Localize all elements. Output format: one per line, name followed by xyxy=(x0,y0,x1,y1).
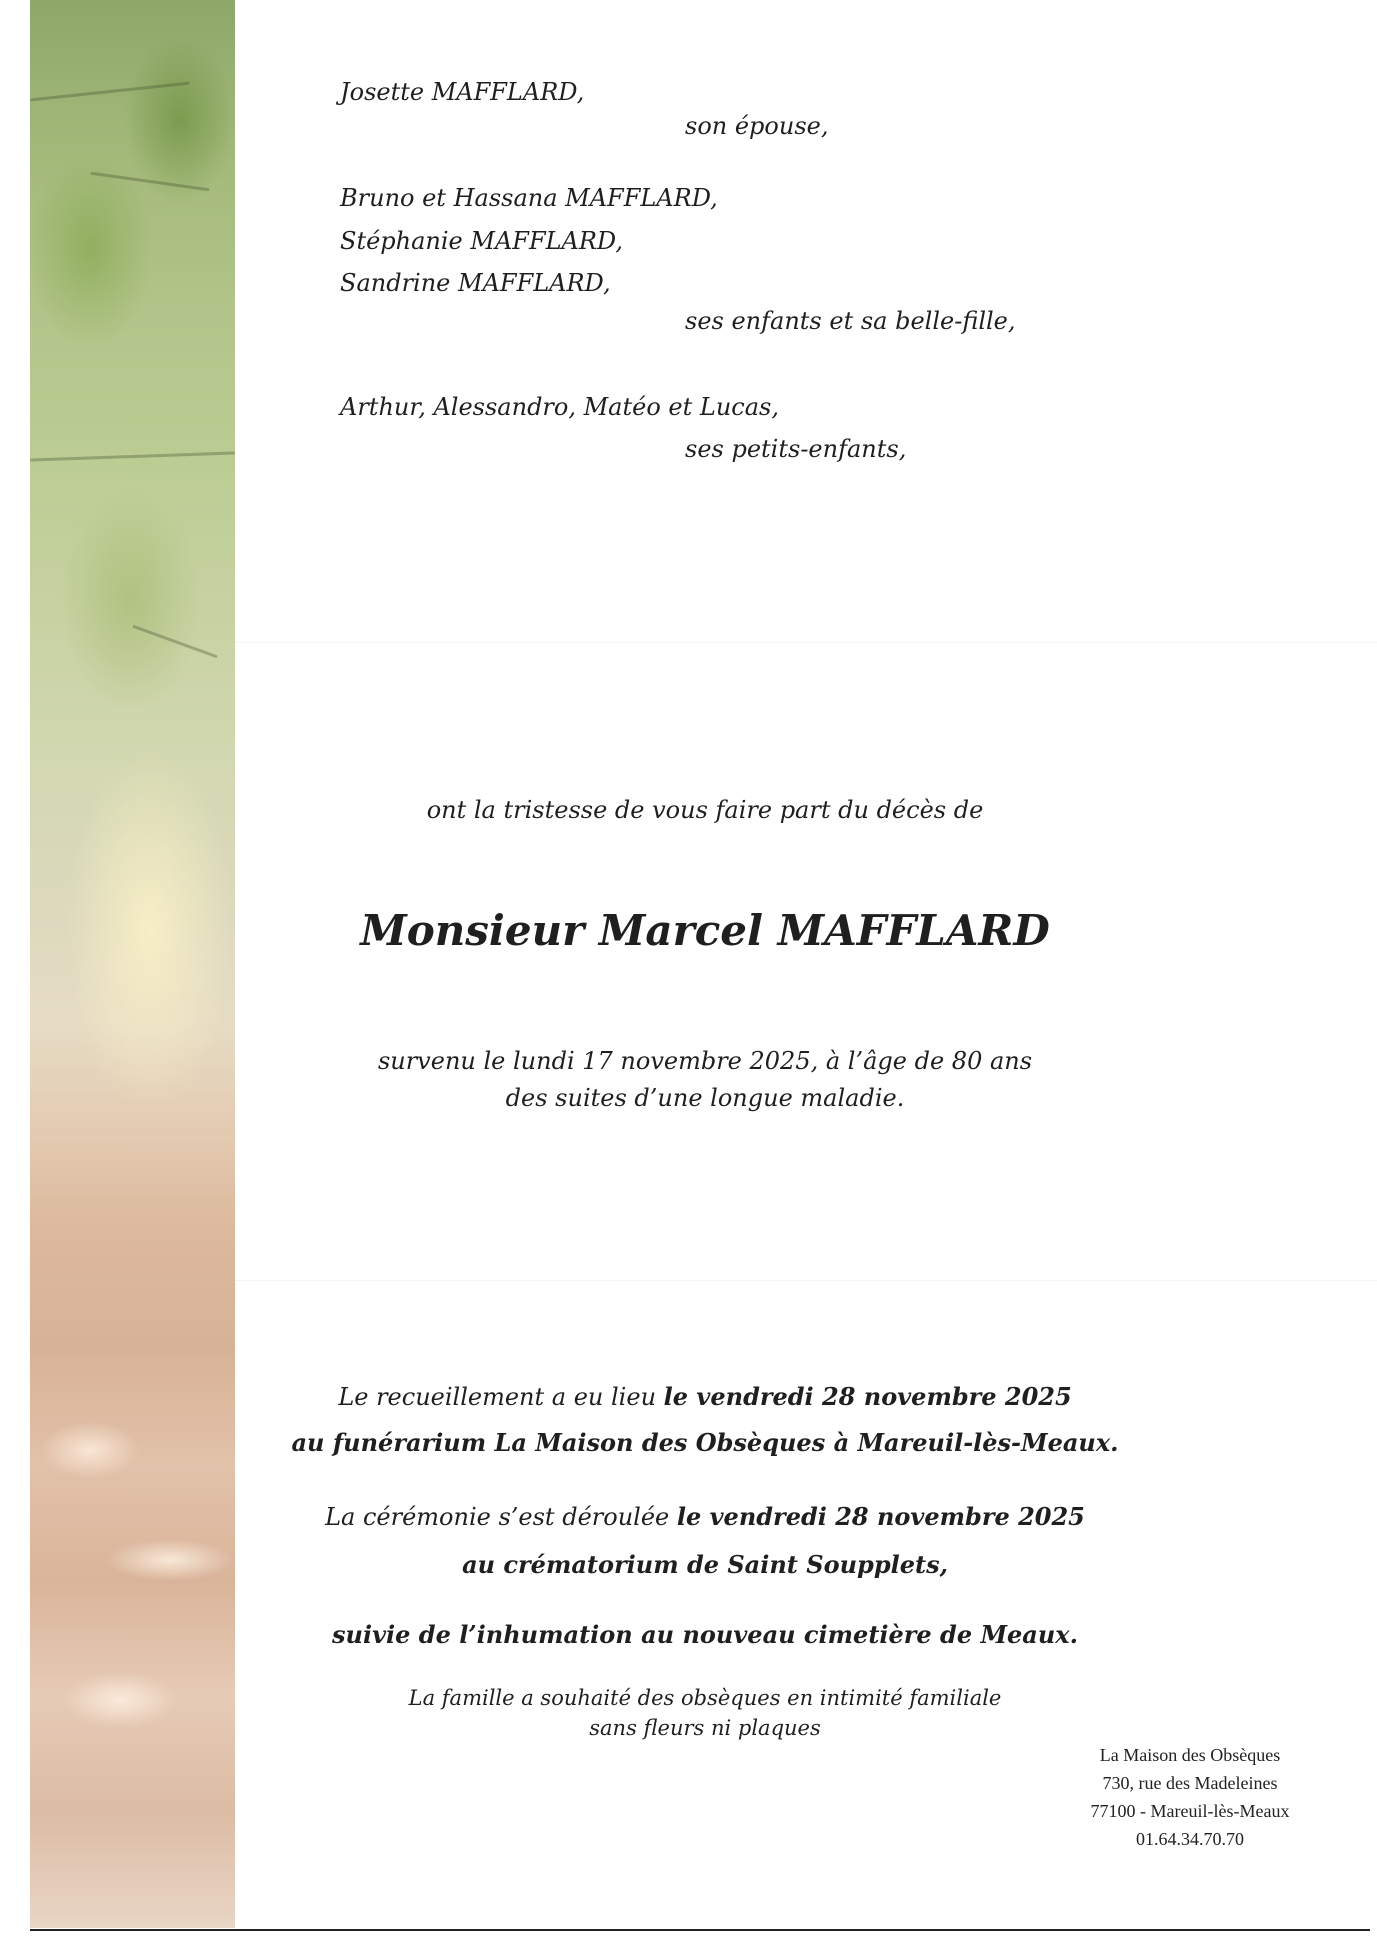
branch-decoration xyxy=(90,172,209,192)
grandchildren-relation: ses petits-enfants, xyxy=(685,435,907,463)
ceremonie-line xyxy=(255,1503,1155,1532)
bottom-rule xyxy=(30,1929,1370,1931)
inhumation-line: suivie de l’inhumation au nouveau cimetière de Meaux. xyxy=(332,1620,1078,1649)
funeral-home-phone: 01.64.34.70.70 xyxy=(1136,1829,1244,1849)
deceased-name: Monsieur Marcel MAFFLARD xyxy=(360,906,1050,955)
ceremonie-prefix: La cérémonie s’est déroulée xyxy=(325,1503,677,1531)
branch-decoration xyxy=(30,451,235,461)
ceremonie-place: au crématorium de Saint Soupplets, xyxy=(462,1550,948,1579)
recueillement-prefix: Le recueillement a eu lieu xyxy=(338,1383,664,1411)
funeral-home-city: 77100 - Mareuil-lès-Meaux xyxy=(1090,1801,1290,1821)
forest-photo-strip xyxy=(30,0,235,1928)
recueillement-line xyxy=(255,1383,1155,1412)
fold-line xyxy=(235,642,1377,643)
recueillement-date: le vendredi 28 novembre 2025 xyxy=(663,1382,1072,1411)
family-wishes-line2: sans fleurs ni plaques xyxy=(589,1716,821,1740)
child-name: Sandrine MAFFLARD, xyxy=(340,269,611,297)
spouse-relation: son épouse, xyxy=(685,112,829,140)
spouse-name: Josette MAFFLARD, xyxy=(340,78,585,106)
fold-line xyxy=(235,1280,1377,1281)
death-cause: des suites d’une longue maladie. xyxy=(505,1084,905,1112)
grandchildren-names: Arthur, Alessandro, Matéo et Lucas, xyxy=(340,393,779,421)
ceremonie-date: le vendredi 28 novembre 2025 xyxy=(676,1502,1085,1531)
death-details: survenu le lundi 17 novembre 2025, à l’âge de 80 ans xyxy=(377,1047,1033,1075)
funeral-home-name: La Maison des Obsèques xyxy=(1099,1745,1281,1765)
child-name: Stéphanie MAFFLARD, xyxy=(340,227,623,255)
family-wishes-line1: La famille a souhaité des obsèques en intimité familiale xyxy=(408,1686,1002,1710)
recueillement-place: au funérarium La Maison des Obsèques à Mareuil-lès-Meaux. xyxy=(291,1428,1119,1457)
funeral-home-street: 730, rue des Madeleines xyxy=(1102,1773,1278,1793)
announcement-intro: ont la tristesse de vous faire part du décès de xyxy=(426,796,984,824)
branch-decoration xyxy=(30,82,189,102)
children-relation: ses enfants et sa belle-fille, xyxy=(685,307,1016,335)
child-name: Bruno et Hassana MAFFLARD, xyxy=(340,184,718,212)
branch-decoration xyxy=(132,625,218,659)
funeral-home-contact xyxy=(1070,1741,1310,1853)
